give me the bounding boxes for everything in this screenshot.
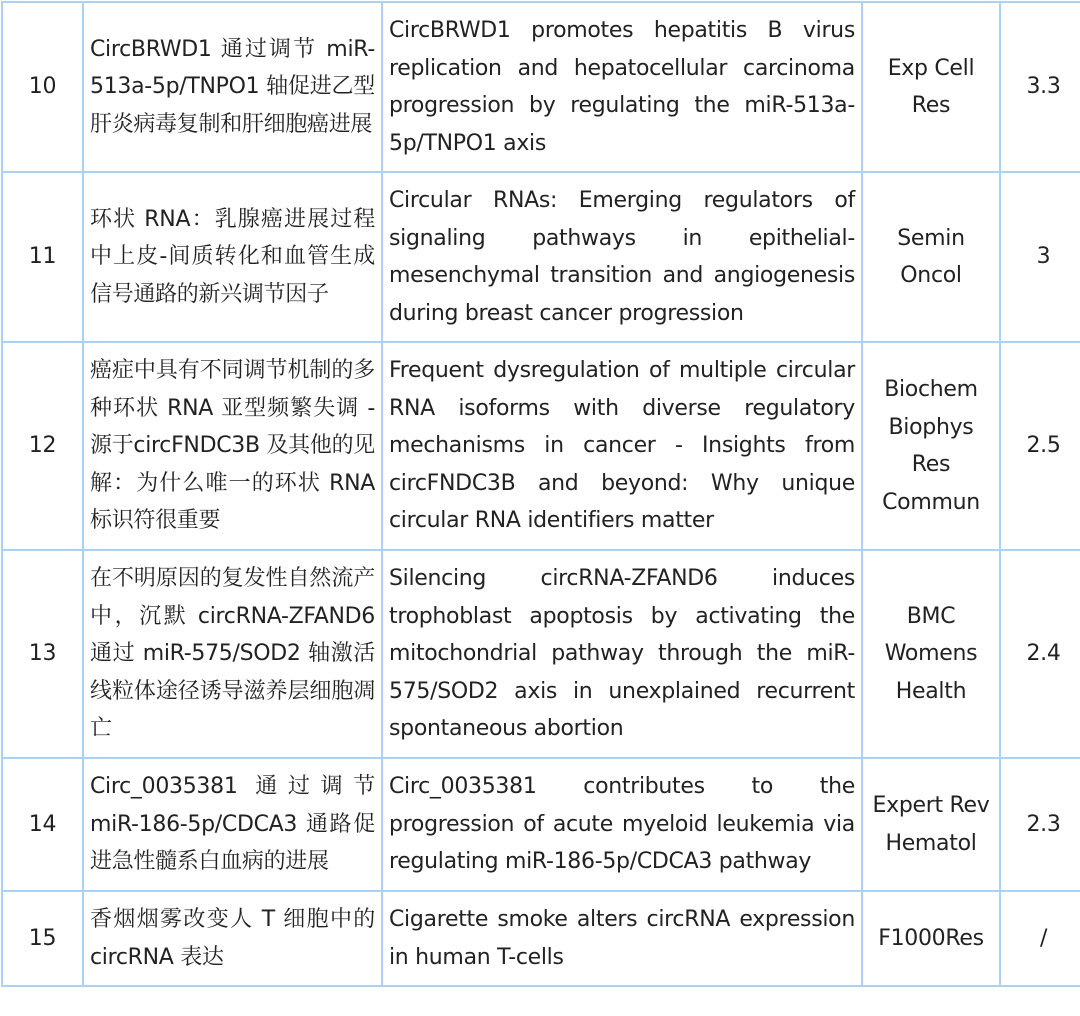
impact-factor: 3.3 xyxy=(1000,2,1080,172)
impact-factor: 2.4 xyxy=(1000,550,1080,758)
article-table xyxy=(1,1,1080,987)
table-row xyxy=(2,342,1080,550)
journal-name: BMC Womens Health xyxy=(862,550,1000,758)
english-title: Cigarette smoke alters circRNA expression in human T-cells xyxy=(382,891,862,986)
table-row xyxy=(2,550,1080,758)
journal-name: Expert Rev Hematol xyxy=(862,758,1000,891)
table-row xyxy=(2,891,1080,986)
table-row xyxy=(2,758,1080,891)
row-number: 15 xyxy=(2,891,83,986)
row-number: 13 xyxy=(2,550,83,758)
chinese-title: 环状 RNA：乳腺癌进展过程中上皮-间质转化和血管生成信号通路的新兴调节因子 xyxy=(83,172,382,342)
journal-name: Exp Cell Res xyxy=(862,2,1000,172)
row-number: 10 xyxy=(2,2,83,172)
english-title: Circ_0035381 contributes to the progression of acute myeloid leukemia via regulating miR-186-5p/CDCA3 pathway xyxy=(382,758,862,891)
table-row xyxy=(2,2,1080,172)
chinese-title: 香烟烟雾改变人 T 细胞中的 circRNA 表达 xyxy=(83,891,382,986)
journal-name: Biochem Biophys Res Commun xyxy=(862,342,1000,550)
journal-name: Semin Oncol xyxy=(862,172,1000,342)
english-title: Frequent dysregulation of multiple circular RNA isoforms with diverse regulatory mechanisms in cancer - Insights from circFNDC3B and beyond: Why unique circular RNA identifiers matter xyxy=(382,342,862,550)
row-number: 12 xyxy=(2,342,83,550)
journal-name: F1000Res xyxy=(862,891,1000,986)
impact-factor: 2.3 xyxy=(1000,758,1080,891)
chinese-title: 在不明原因的复发性自然流产中，沉默 circRNA-ZFAND6 通过 miR-575/SOD2 轴激活线粒体途径诱导滋养层细胞凋亡 xyxy=(83,550,382,758)
row-number: 11 xyxy=(2,172,83,342)
english-title: CircBRWD1 promotes hepatitis B virus replication and hepatocellular carcinoma progression by regulating the miR-513a-5p/TNPO1 axis xyxy=(382,2,862,172)
english-title: Silencing circRNA-ZFAND6 induces trophoblast apoptosis by activating the mitochondrial pathway through the miR-575/SOD2 axis in unexplained recurrent spontaneous abortion xyxy=(382,550,862,758)
impact-factor: 3 xyxy=(1000,172,1080,342)
impact-factor: 2.5 xyxy=(1000,342,1080,550)
chinese-title: Circ_0035381 通过调节 miR-186-5p/CDCA3 通路促进急性髓系白血病的进展 xyxy=(83,758,382,891)
english-title: Circular RNAs: Emerging regulators of signaling pathways in epithelial-mesenchymal transition and angiogenesis during breast cancer progression xyxy=(382,172,862,342)
chinese-title: CircBRWD1 通过调节 miR-513a-5p/TNPO1 轴促进乙型肝炎病毒复制和肝细胞癌进展 xyxy=(83,2,382,172)
row-number: 14 xyxy=(2,758,83,891)
chinese-title: 癌症中具有不同调节机制的多种环状 RNA 亚型频繁失调 - 源于circFNDC3B 及其他的见解：为什么唯一的环状 RNA 标识符很重要 xyxy=(83,342,382,550)
table-row xyxy=(2,172,1080,342)
impact-factor: / xyxy=(1000,891,1080,986)
